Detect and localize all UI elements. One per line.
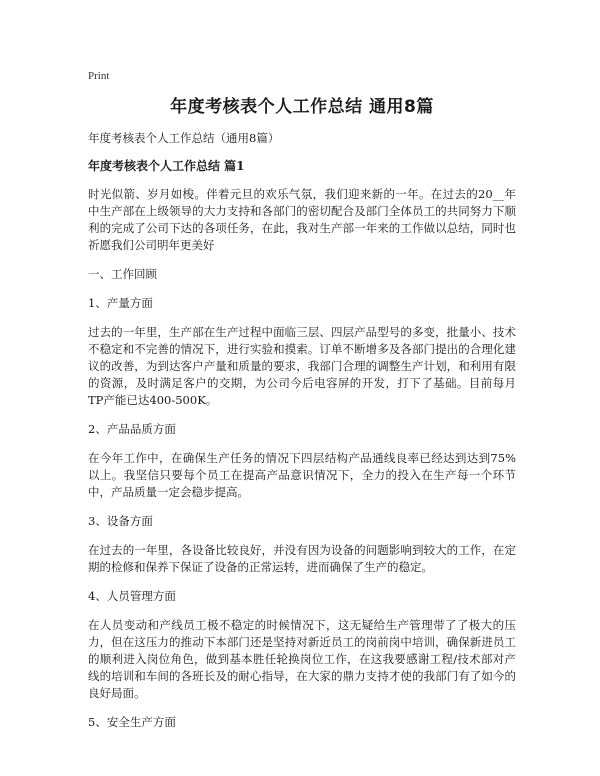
section-title: 年度考核表个人工作总结 篇1 — [88, 159, 245, 173]
item-heading-output: 1、产量方面 — [88, 296, 153, 310]
document-page — [88, 70, 516, 743]
item-paragraph-equipment: 在过去的一年里，各设备比较良好，并没有因为设备的问题影响到较大的工作，在定期的检修和保养下保证了设备的正常运转，进而确保了生产的稳定。 — [88, 543, 516, 574]
item-paragraph-staff: 在人员变动和产线员工极不稳定的时候情况下，这无疑给生产管理带了了极大的压力，但在这压力的推动下本部门还是坚持对新近员工的岗前岗中培训，确保新进员工的顺利进入岗位角色，做到基本胜任轮换岗位工作，在这我要感谢工程/技术部对产线的培训和车间的各班长及的耐心指导，在大家的鼎力支持才使的我部门有了如今的良好局面。 — [88, 618, 516, 700]
item-paragraph-quality: 在今年工作中，在确保生产任务的情况下四层结构产品通线良率已经达到达到75%以上。我坚信只要每个员工在提高产品意识情况下，全力的投入在生产每一个环节中，产品质量一定会稳步提高。 — [88, 451, 516, 499]
item-heading-safety: 5、安全生产方面 — [88, 715, 176, 729]
item-heading-equipment: 3、设备方面 — [88, 514, 153, 528]
intro-paragraph: 时光似箭、岁月如梭。伴着元旦的欢乐气氛，我们迎来新的一年。在过去的20__年中生产部在上级领导的大力支持和各部门的密切配合及部门全体员工的共同努力下顺利的完成了公司下达的各项任务，在此，我对生产部一年来的工作做以总结，同时也祈愿我们公司明年更美好 — [88, 187, 516, 252]
print-link[interactable]: Print — [88, 70, 110, 82]
document-title: 年度考核表个人工作总结 通用8篇 — [170, 97, 434, 117]
item-heading-quality: 2、产品品质方面 — [88, 422, 176, 436]
document-subtitle: 年度考核表个人工作总结（通用8篇） — [88, 131, 280, 145]
review-heading: 一、工作回顾 — [88, 267, 157, 281]
item-paragraph-output: 过去的一年里，生产部在生产过程中面临三层、四层产品型号的多变，批量小、技术不稳定和不完善的情况下，进行实验和摸索。订单不断增多及各部门提出的合理化建议的改善，为到达客户产量和质量的要求，我部门合理的调整生产计划，和利用有限的资源，及时满足客户的交期，为公司今后电容屏的开发，打下了基础。目前每月TP产能已达400-500K。 — [88, 325, 516, 407]
item-heading-staff: 4、人员管理方面 — [88, 589, 176, 603]
